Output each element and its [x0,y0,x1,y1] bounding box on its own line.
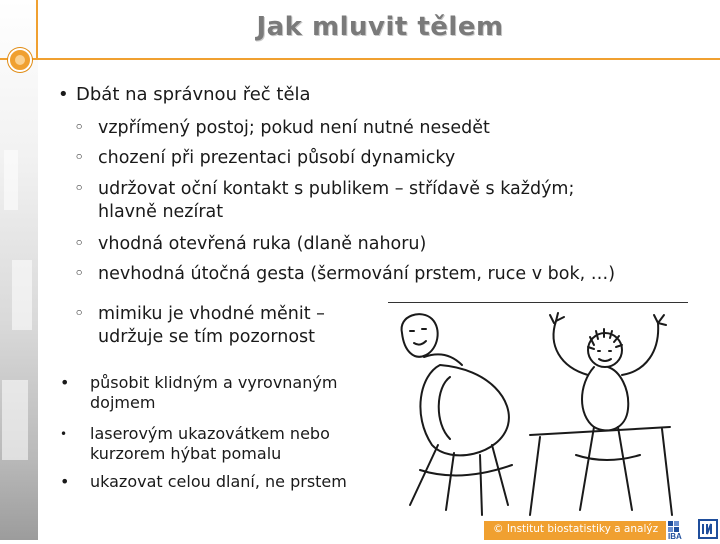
sub-bullet-line: udržuje se tím pozornost [98,327,316,347]
iba-logo-graphic [666,518,720,540]
sub-bullet-marker: ◦ [74,264,85,284]
sub-bullet-text [98,178,574,224]
sub-bullet-marker: ◦ [74,148,85,168]
logo-text: IBA [668,532,682,540]
sub-bullet-line: hlavně nezírat [98,202,224,222]
main-bullet-text: Dbát na správnou řeč těla [76,84,311,105]
slide-title: Jak mluvit tělem [256,12,504,42]
sub-bullet-marker: ◦ [74,234,85,254]
sub-bullet-text: nevhodná útočná gesta (šermování prstem, ruce v bok, …) [98,264,616,284]
lower-bullet-text: ukazovat celou dlaní, ne prstem [90,472,347,491]
sub-bullet-text [98,303,325,349]
lower-bullet-text [90,424,390,464]
sub-bullet-line: mimiku je vhodné měnit – [98,304,325,324]
bullet-marker: • [58,84,69,105]
sketch-illustration [380,305,690,520]
lower-bullet-line: působit klidným a vyrovnaným [90,373,338,392]
footer-copyright: © Institut biostatistiky a analýz [493,523,659,535]
bullet-marker: • [60,373,70,392]
sub-bullet-marker: ◦ [74,118,85,138]
illustration-top-rule [388,302,688,303]
lower-bullet-text [90,373,390,413]
sub-bullet-text: vzpřímený postoj; pokud není nutné nesedět [98,118,490,138]
lower-bullet-line: kurzorem hýbat pomalu [90,444,282,463]
accent-vertical-line [36,0,38,60]
sub-bullet-marker: ◦ [74,304,85,324]
left-decor-strip [0,0,38,540]
iba-logo-icon [666,518,720,540]
lower-bullet-line: laserovým ukazovátkem nebo [90,424,330,443]
decor-block [2,380,28,460]
accent-horizontal-line [0,58,720,60]
sub-bullet-marker: ◦ [74,179,85,199]
lower-bullet-line: dojmem [90,393,156,412]
decor-block [12,260,32,330]
bullet-marker: • [60,427,68,441]
sub-bullet-line: udržovat oční kontakt s publikem – střídavě s každým; [98,179,575,199]
decor-block [4,150,18,210]
sub-bullet-text: vhodná otevřená ruka (dlaně nahoru) [98,234,427,254]
bullet-marker: • [60,472,70,491]
orange-circle-decoration-icon [8,48,32,72]
sub-bullet-text: chození při prezentaci působí dynamicky [98,148,456,168]
